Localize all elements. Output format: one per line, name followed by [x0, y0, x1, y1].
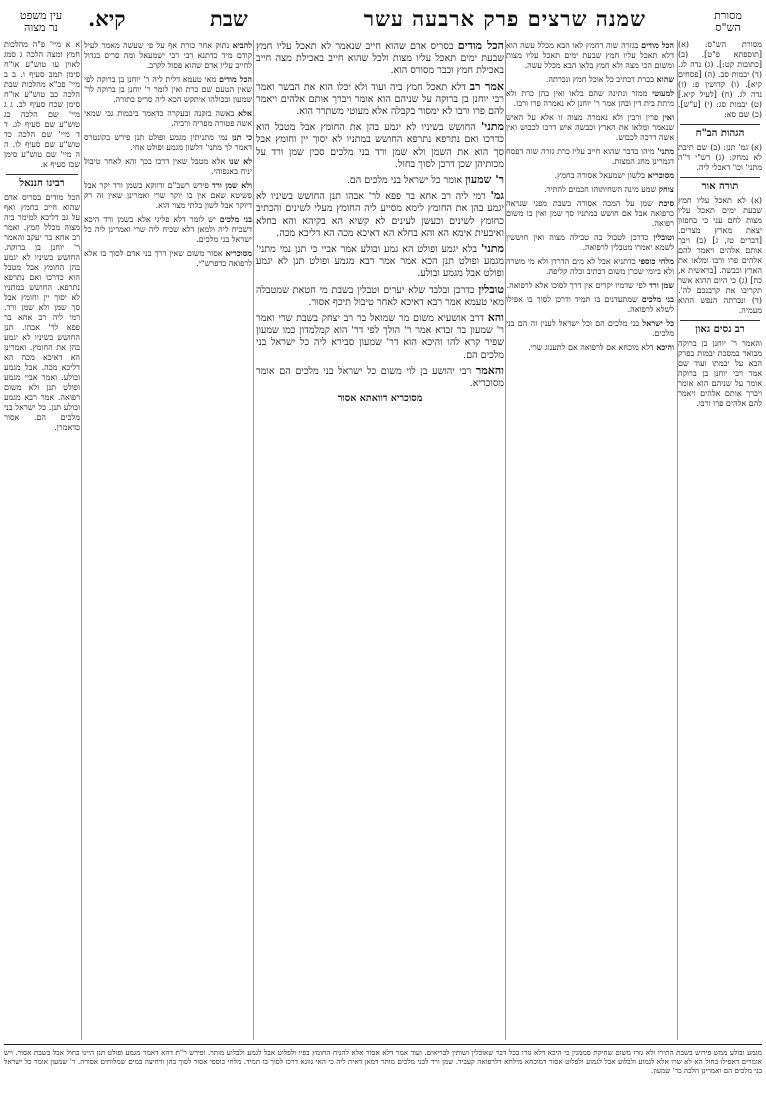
divider: [680, 124, 760, 125]
torah-or-title: תורה אור: [701, 181, 739, 192]
tosafot-text: אסור משום שאין דרך בני אדם לסוך בו אלא לרפואה כדפרש"י.: [84, 249, 252, 268]
tosafot-column: [84, 40, 252, 1015]
rashi-paragraph: [506, 146, 674, 167]
rashi-text: בלשון ישמעאל אסורה בחמץ.: [554, 171, 646, 180]
rashi-lemma: למעוטי: [652, 88, 674, 98]
gemara-lead-word: והא: [487, 311, 504, 325]
gemara-text: דלא תאכל חמץ ביה ועוד ולא יכלו הוא את הבשר ואמר רבי יוחנן בן ברוקה על שניהם הוא אומר ויברך אותם אלהים ויאמר להם פרו ורבו לא ימסור בקבלה אלא מעוטי משתרר הוא.: [256, 81, 504, 118]
tosafot-text: אלא מטבל שאין דרכו בכך והא לאחר טיבול יניח באנפוהי.: [84, 157, 252, 176]
gemara-paragraph: [256, 174, 504, 187]
column-divider: [81, 40, 82, 1040]
rashi-text: כדתניא אבל לא מים הדרדן ולא מי משרה ולא ביומי שכרן משום דכתיב וכלה קליפה.: [506, 257, 674, 276]
rashi-lemma: ואין: [662, 112, 674, 122]
tosafot-lemma: בני מלכים: [219, 214, 252, 224]
rashi-paragraph: [506, 294, 674, 315]
rashi-paragraph: [506, 280, 674, 291]
rashi-lemma: בני מלכים: [641, 294, 674, 304]
rashi-paragraph: [506, 74, 674, 85]
hagahot-title: הגהות הב"ח: [695, 128, 745, 139]
tosafot-paragraph: [84, 156, 252, 177]
gemara-lead-word: מתני': [480, 242, 504, 256]
rashi-text: מיהו בדבר שהוא חייב עליו כרת גזרה שוה דפסח דגמרינן מחג המצות.: [506, 147, 674, 166]
gemara-marker: גמ': [490, 189, 504, 203]
footer-text: מגמע ובולע ממש פירוש בשבת התירו ולא גזרו משום שחיקת סממנין כי היכא דלא גזרו בכל דבר שאוכלין ושותין לבריאים. ועוד אמר דלא אסור אלא להניח החומץ בפיו ולפלוט אבל לגמע ולבלוע מותר. ופירש ר"ת דהא דאמר מגמע ופולט תנן היינו בחול אבל בשבת אסור. ויש אומרים דאפילו בחול הא לא שרו אלא לגמוע ולבלוע אבל לגמוע ולפלוט אסור דמוכחא מילתא דלרפואה קעביד. שמן ורד לבני מלכים מותר דמאן דאית ליה כי האי גוונא דרכו לסוך בו תמיד. מלחי כוספי אסור לסוך בהן ורחיצה במים שמלוחים אסורה. ר' שמעון אומר כל ישראל בני מלכים הם ואמרינן הלכה כר' שמעון.: [4, 1048, 762, 1075]
rashi-paragraph: [506, 170, 674, 181]
tosafot-text: פירש רשב"ם ודווקא בשמן ורד יקר אבל פשיטא שאם אין בו יוקר שרי ואמרינן שאין זה רק דיוקר אבל לשון בלתי מצוי הוא.: [84, 181, 252, 210]
torah-or-notes: (א) לא תאכל עליו חמץ שבעת ימים תאכל עליו מצות לחם עני כי בחפזון יצאת מארץ מצרים. [דברים טז, ג] (ב) ויבך אותם אלהים ויאמר להם אלהים פרו ורבו ומלאו את הארץ וכבשה. [בראשית א, כח] (ג) כי היום ההוא אשר תקריבו את קרבנכם לה'. (ד) ונכרתה הנפש ההוא מעמיה.: [678, 196, 762, 315]
tosafot-paragraph: [84, 108, 252, 129]
mishnah-text: החושש בשיניו לא יגמע בהן את החומץ אבל מטבל הוא כדרכו ואם נתרפא נתרפא החושש במתניו לא יסוך יין וחומץ אבל סך הוא את השמן ולא שמן ורד בני מלכים סכין שמן ורד על מכותיהן שכן דרכן לסוך בחול.: [256, 122, 504, 170]
tosafot-text: מאי טעמא דלית ליה ר' יוחנן בן ברוקה לפי שאין הטעם שם כרת ואין לומר ר' יוחנן בן ברוקה לר' שמעון ובכולהו איתקש הכא ליה סריס בתורה.: [84, 75, 252, 104]
column-divider: [253, 40, 254, 1040]
gemara-text: כדרכן ובלבד שלא יערים וטבלין בשבת מי חטאת שמטבלה מאי טעמא אמר רבא דאיכא לאחר טיבול תיכף אסור.: [256, 284, 504, 308]
chapter-title: שמנה שרצים פרק ארבעה עשר: [363, 6, 646, 31]
nissim-gaon-text: והאמר ר' יוחנן בן ברוקה מבואר במסכת יבמות בפרק הבא על יבמתו ועוד שם אמר רבי יוחנן בן ברוקה אומר על שניהם הוא אומר ויברך אותם אלהים ויאמר להם אלהים פרו ורבו.: [678, 339, 762, 408]
gemara-lead-word: אמר רב: [469, 79, 504, 93]
gemara-paragraph: [256, 312, 504, 362]
rashi-text: לפי שדמיו יקרים אין דרך לסוכו אלא לרפואה.: [506, 281, 647, 290]
tosafot-text: נתוק אחר כורת אף על פי שעשה מאמר לעיל קודם מיד כדתנא דבי רבי ישמעאל ומה סריס בגדול לחייב עליו אדם שהוא פסול לקרב.: [84, 41, 252, 70]
gemara-paragraph: [256, 365, 504, 390]
gemara-closing-line: מסוכריא דוואתא אסור: [337, 393, 423, 405]
gemara-text: בלא יגמע ופולט הא גמע ובולע אמר אביי כי תנן נמי מתני' מגמע ופולט תנן הכא אמר אמר רבא מגמע ופולט תנן לא יגמע ופולט אבל מגמע ובולע.: [256, 244, 504, 280]
hagahot-notes: (א) גמ' תנן: (ב) שם תיבת לא נמחק: (ג) רש"י ד"ה מתני' וכו' דאכלי ליה.: [678, 143, 762, 172]
tosafot-lemma: הכל מודים: [218, 74, 252, 84]
ein-mishpat-notes: א א מיי' פ"ה מהלכות חמץ ומצה הלכה ג סמג לאוין עו טוש"ע או"ח סימן תמב סעיף ו. ב ב מיי' פכ"א מהלכות שבת הלכה כב טוש"ע או"ח סימן שכח סעיף לב. ג ג מיי' שם הלכה כג טוש"ע שם סעיף לג. ד ד מיי' שם הלכה כד טוש"ע שם סעיף לו. ה ה מיי' שם טוש"ע סימן שכז סעיף א.: [4, 40, 80, 169]
rashi-lemma: צוחק: [658, 184, 674, 194]
gemara-paragraph: [256, 40, 504, 78]
mishnah-marker: מתני': [480, 120, 504, 134]
tosafot-lemma: כי תנן: [231, 132, 252, 142]
rashi-text: שמן על המכה אסורה בשבת מפני שנראה כרפואה אבל אם חושש במתניו סך שמן ואין בו משום רפואה.: [506, 199, 674, 228]
masoret-label: מסורת הש"ס: [714, 9, 742, 34]
rashi-lemma: מסוכריא: [647, 170, 674, 180]
folio-number: קיא.: [88, 6, 126, 31]
rashi-paragraph: [506, 342, 674, 353]
tractate-name: שבת: [210, 6, 248, 31]
gemara-lead-word: והאמר: [475, 363, 504, 377]
tosafot-paragraph: [84, 180, 252, 211]
rashi-paragraph: [506, 112, 674, 143]
rashi-text: בכרת דכתיב כל אוכל חמץ ונכרתה.: [545, 75, 654, 84]
rashi-text: פרין ורבין ולא נאמרה מצוה זו אלא על האיש שנאמר ומלאו את הארץ וכבשה איש דרכו לכבוש ואין אשה דרכה לכבוש.: [506, 113, 674, 142]
right-margin-column: [678, 40, 762, 1020]
tosafot-text: נמי מתניתין מגמע ופולט תנן פירש בקונטרס דאמר לך מתני' דלשון מגמע ופולט אחי.: [84, 133, 252, 152]
tosafot-lemma: ולא שמן ורד: [212, 180, 252, 190]
gemara-column: [256, 40, 504, 820]
gemara-paragraph: [256, 121, 504, 171]
divider: [680, 177, 760, 178]
rashi-text: בני מלכים הם וכל ישראל לענין זה הם בני מלכים.: [506, 319, 674, 338]
rashi-lemma: שהוא: [656, 74, 674, 84]
gemara-lead-word: ר' שמעון: [465, 173, 504, 187]
rashi-text: בגזרה שוה דחמץ לאו הבא מכלל עשה הוא דלא תאכל עליו חמץ שבעת ימים תאכל עליו מצות ומשום הכי מצה ולא חמץ בלאו הבא מכלל עשה.: [506, 41, 674, 70]
nissim-gaon-title: רב נסים גאון: [695, 324, 745, 335]
divider: [6, 174, 78, 175]
tosafot-paragraph: [84, 40, 252, 71]
gemara-text: אומר כל ישראל בני מלכים הם.: [346, 175, 463, 187]
gemara-lead-word: טובלין: [478, 282, 504, 296]
ein-mishpat-label: עין משפט נר מצוה: [19, 9, 63, 34]
rashi-lemma: כל ישראל: [642, 318, 674, 328]
rashi-text: שמתעדנים בו תמיד ודרכן לסוך בו אפילו לשלא לרפואה.: [506, 295, 674, 314]
divider: [680, 320, 760, 321]
tosafot-lemma: אלא: [237, 108, 252, 118]
rashi-column: [506, 40, 674, 1015]
tosafot-paragraph: [84, 74, 252, 105]
rashi-lemma: מתני': [657, 146, 674, 156]
gemara-paragraph: [256, 284, 504, 309]
rashi-paragraph: [506, 40, 674, 71]
rashi-text: כדרכן לטבול בה טבילה מצוה ואין חוששין לשמא יאמרו מטבלין לרפואה.: [506, 233, 674, 252]
rashi-lemma: מלחי כוספי: [638, 256, 674, 266]
rashi-lemma: הכל מודים: [641, 40, 674, 50]
masoret-notes: מסורת הש"ס: (א) [תוספתא פ"ט]. (ב) [כתובות קט:]. (ג) נדה לג. (ד) יבמות סב. (ה) [פסחים קיא]. (ו) קדושין פ: (ז) נדה לג. (ח) [לעיל קיא.] (ט) יבמות סג: (י) [ע"ש]. (כ) שם סא:: [678, 40, 762, 119]
gemara-paragraph: [256, 81, 504, 119]
tosafot-paragraph: [84, 248, 252, 269]
tosafot-text: יש לומר דלא פליגי אלא בשמן ורד היכא דשכיח ליה ולמאן דלא שכיח ליה שרי ואמרינן ליה כל ישראל בני מלכים.: [84, 215, 252, 244]
tosafot-lemma: לא שנו: [228, 156, 252, 166]
tosafot-paragraph: [84, 132, 252, 153]
tosafot-lemma: להביא: [232, 40, 252, 50]
gemara-text: בסריס אדם שהוא חייב שנאמר לא תאכל עליו חמץ שבעת ימים תאכל עליו מצות ולכל שהוא חייב באכילת מצה חייב באכילת חמץ וכבר מסורס הוא.: [256, 41, 504, 77]
rashi-paragraph: [506, 88, 674, 109]
rashi-paragraph: [506, 232, 674, 253]
gemara-text: רבי יהושע בן לוי משום כל ישראל בני מלכים הם אומר מסוכריא.: [256, 365, 504, 390]
gemara-paragraph: [256, 243, 504, 281]
rashi-text: דלא מוכחא אם לרפואה אם לתענוג שרי.: [528, 343, 654, 352]
gemara-text: דרב אושעיא משום מר שמואל בר רב יצחק בשבת שרי ואמר ר' שמעון בר זבדא אמר ר' הולך לפי דר' הוא קמלמדון כמו שמעון שפיר קרא להו והיכא הוא דר' שמעון סבירא ליה כל ישראל בני מלכים הם.: [256, 313, 504, 361]
tosafot-text: באשה בזקנה ובעקרה כדאמר ביבמות גבי שמאי אשה פטורה מפריה ורביה.: [84, 109, 252, 128]
rashi-paragraph: [506, 184, 674, 195]
rabbeinu-chananel-text: הכל מודים בסריס אדם שהוא חייב בחמץ ואף על גב דליכא למימר ביה מצוה מכלל חמץ. ואמר רב אחא בר יעקב והאמר ר' יוחנן בן ברוקה. החושש בשיניו לא יגמע בהן החומץ אבל מטבל הוא כדרכו ואם נתרפא נתרפא. החושש במתניו לא יסוך יין וחומץ אבל סך שמן ולא שמן ורד. רמי ליה רב אחא בר פפא לר' אבהו. תנן החושש בשיניו לא יגמע בהן את החומץ. ואמרינן הא דאיכא מכה הא דליכא מכה. אבל מגמע ובולע. ואמר אביי מגמע ופולט תנן ולא משום רפואה. אמר רבא מגמע ובולע תנן. כל ישראל בני מלכים הם. אסור כדאמרן.: [4, 193, 80, 432]
rashi-lemma: וטובלין: [653, 232, 674, 242]
gemara-lead-word: הכל מודים: [457, 40, 504, 52]
rabbeinu-chananel-title: רבינו חננאל: [19, 178, 65, 189]
rashi-paragraph: [506, 198, 674, 229]
rashi-text: שמע מינה השחיתוהו חכמים להתיר.: [544, 185, 657, 194]
tosafot-lemma: מסוכריא: [225, 248, 252, 258]
footer-commentary: [4, 1044, 762, 1106]
rashi-text: ממזר ונתינה שהם בלאו ואין בהן כרת ולא מיתת בית דין ובהן אמר ר' יוחנן לא נאמרה פרו ורבו.: [506, 89, 674, 108]
gemara-paragraph: [256, 190, 504, 240]
tosafot-paragraph: [84, 214, 252, 245]
rashi-lemma: והיכא: [656, 342, 674, 352]
left-margin-column: [4, 40, 80, 1015]
rashi-paragraph: [506, 256, 674, 277]
rashi-lemma: סיכת: [658, 198, 674, 208]
gemara-text: רמי ליה רב אחא בר פפא לר' אבהו תנן החושש בשיניו לא יגמע בהן את החומץ לימא מסייע ליה החומץ מעלי לשינים והכתיב כחומץ לשינים וכעשן לעינים לא קשיא הא בקיהא והא בחלא ואיבעית אימא הא והא בחלא הא דאיכא מכה הא דליכא מכה.: [256, 191, 504, 239]
rashi-paragraph: [506, 318, 674, 339]
rashi-lemma: שמן ורד: [648, 280, 674, 290]
